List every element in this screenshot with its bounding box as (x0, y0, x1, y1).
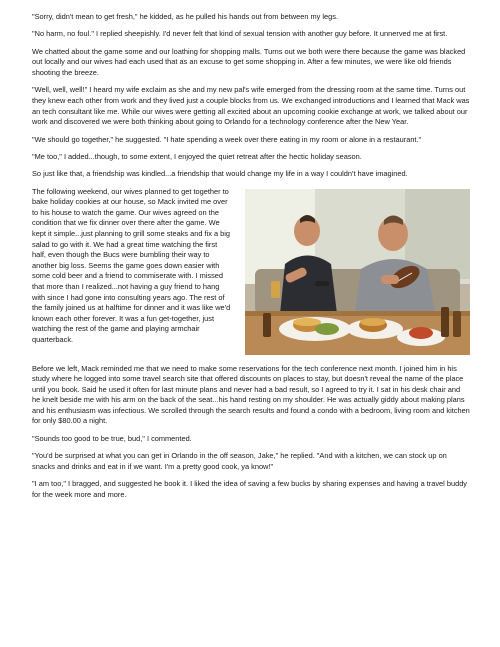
paragraph: "You'd be surprised at what you can get in Orlando in the off season, Jake," he replied. "And with a kitchen, we can stock up on snacks and drinks and eat in if we want. I'm a pretty good cook, ya know!" (32, 451, 447, 471)
paragraph-wrapped: The following weekend, our wives planned to get together to bake holiday cookies at our house, so Mack invited me over to his house to watch the game. Our wives agreed on the condition that we fix dinner over there after the game. We kept it simple...just planning to grill some steaks and fix a big salad to go with it. We had a great time watching the first half, even though the Bucs were bumbling their way to another big loss. Seems the game goes down easier with some cold beer and a friend to commiserate with. I missed that more than I realized...not having a guy friend to hang with since I had gone into consulting years ago. The rest of the family joined us at halftime for dinner and it was like we'd known each other forever. It was a fun get-together, just watching the rest of the game and playing armchair quarterback. (32, 186, 231, 345)
paragraph: So just like that, a friendship was kindled...a friendship that would change my life in a way I couldn't have imagined. (32, 169, 408, 179)
photo-illustration (245, 189, 470, 355)
paragraph: "Sorry, didn't mean to get fresh," he kidded, as he pulled his hands out from between my legs. (32, 12, 339, 21)
paragraph: "I am too," I bragged, and suggested he book it. I liked the idea of saving a few bucks by sharing expenses and having a travel buddy for the week more and more. (32, 479, 468, 499)
paragraph: "We should go together," he suggested. "I hate spending a week over there eating in my room or alone in a restaurant." (32, 134, 422, 144)
text-with-image (32, 187, 470, 357)
paragraph: We chatted about the game some and our loathing for shopping malls. Turns out we both were there because the game was blacked out locally and our wives had each used that as an excuse to get some shopping in. After a few minutes, we were like old friends shooting the breeze. (32, 46, 466, 77)
paragraph: "Sounds too good to be true, bud," I commented. (32, 433, 192, 443)
paragraph: Before we left, Mack reminded me that we need to make some reservations for the tech conference next month. I joined him in his study where he logged into some travel search site that offered discounts on places to stay, but doesn't reveal the name of the place until you book. Said he used it often for last minute plans and never had a bad result, so I agreed to try it. I sat in his desk chair and he knelt beside me with his arm on the back of the seat...his hand resting on my shoulder. He was actually giddy about making plans and his enthusiasm was infectious. We scrolled through the search results and found a condo with a bedroom, living room and kitchen for only $80.00 a night. (32, 363, 470, 426)
paragraph: "Me too," I added...though, to some extent, I enjoyed the quiet retreat after the hectic holiday season. (32, 151, 362, 161)
two-men-watching-game-photo (245, 189, 470, 355)
paragraph: "Well, well, well!" I heard my wife exclaim as she and my new pal's wife emerged from the dressing room at the same time. Turns out they knew each other from work and they lived just a couple blocks from us. We exchanged introductions and I learned that Mack was an tech consultant like me. While our wives were getting all excited about an upcoming cookie exchange at work, we talked about our work and discovered we were both thinking about going to Orlando for a technology conference after the New Year. (32, 85, 470, 127)
paragraph: "No harm, no foul." I replied sheepishly. I'd never felt that kind of sexual tension with another guy before. It unnerved me at first. (32, 29, 448, 39)
